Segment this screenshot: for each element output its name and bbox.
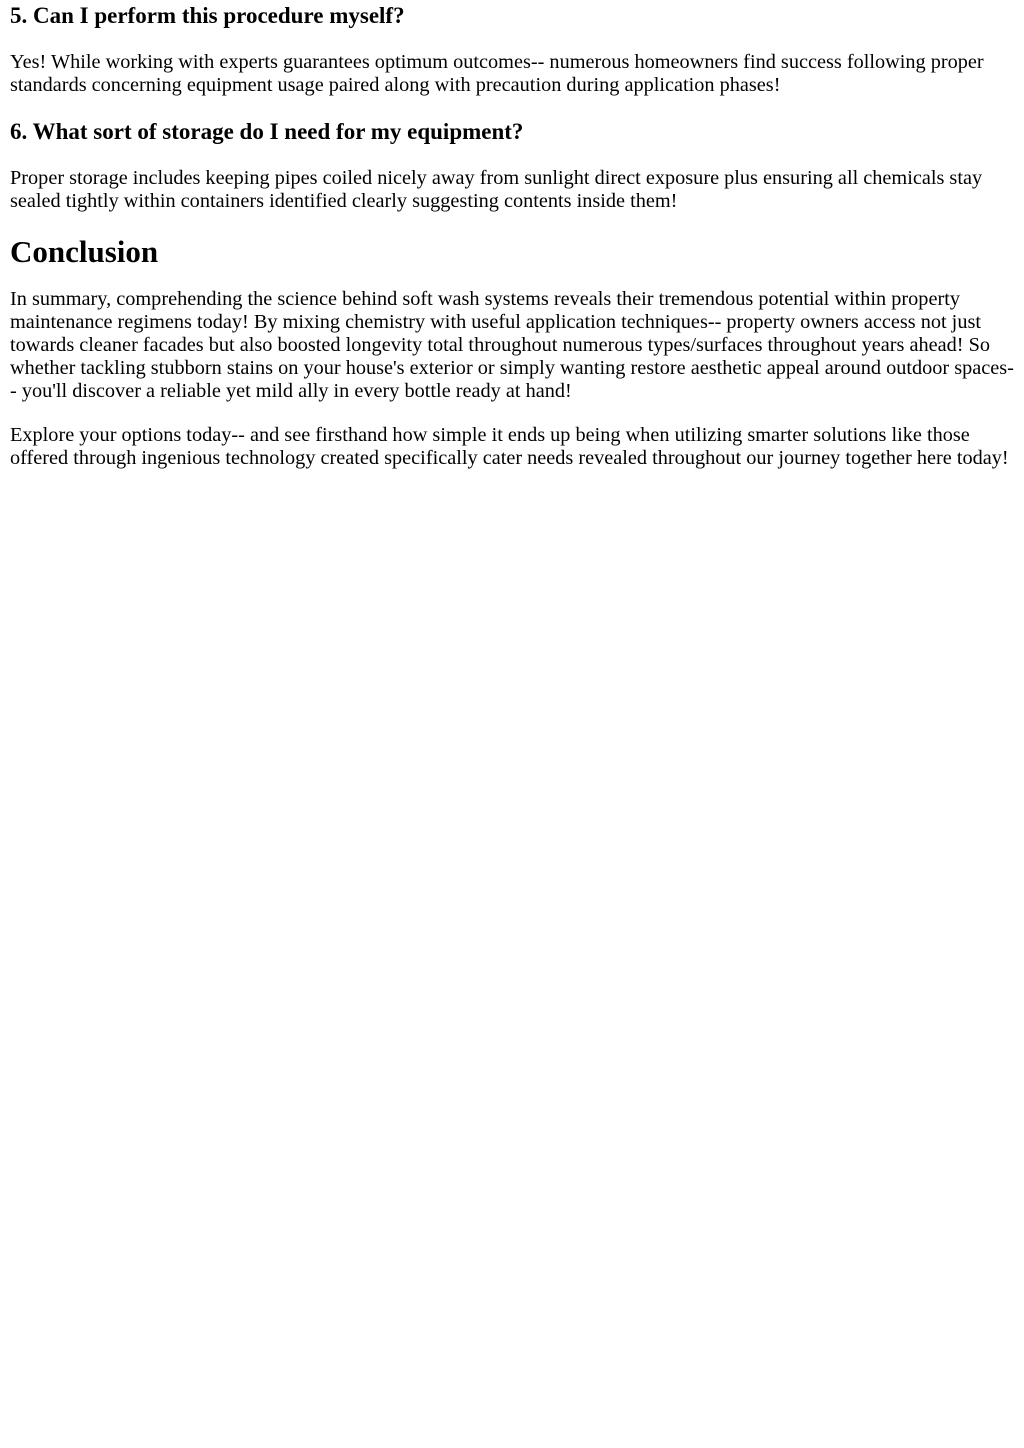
faq-question-6: 6. What sort of storage do I need for my equipment? <box>10 119 524 144</box>
conclusion-paragraph-2: Explore your options today-- and see firsthand how simple it ends up being when utilizing smarter solutions like those offered through ingenious technology created specifically cater needs revealed throughout our journey together here today! <box>10 424 1009 469</box>
faq-answer-6: Proper storage includes keeping pipes coiled nicely away from sunlight direct exposure plus ensuring all chemicals stay sealed tightly within containers identified clearly suggesting contents inside them! <box>10 167 983 212</box>
faq-answer-5: Yes! While working with experts guarantees optimum outcomes-- numerous homeowners find success following proper standards concerning equipment usage paired along with precaution during application phases! <box>10 51 984 96</box>
conclusion-heading: Conclusion <box>10 234 159 269</box>
conclusion-paragraph-1: In summary, comprehending the science behind soft wash systems reveals their tremendous potential within property maintenance regimens today! By mixing chemistry with useful application techniques-- property owners access not just towards cleaner facades but also boosted longevity total throughout numerous types/surfaces throughout years ahead! So whether tackling stubborn stains on your house's exterior or simply wanting restore aesthetic appeal around outdoor spaces-- you'll discover a reliable yet mild ally in every bottle ready at hand! <box>10 288 1014 402</box>
article-content <box>0 2 1024 470</box>
faq-question-5: 5. Can I perform this procedure myself? <box>10 3 405 28</box>
